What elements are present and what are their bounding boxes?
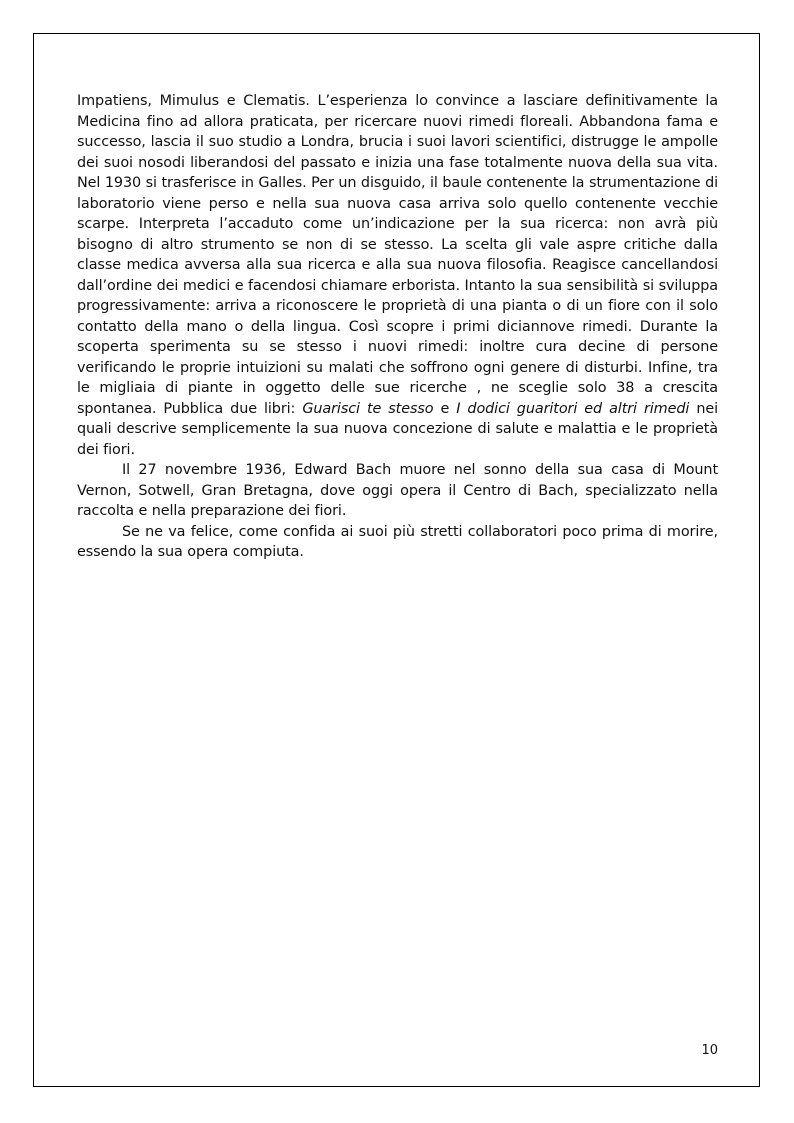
paragraph-2: Il 27 novembre 1936, Edward Bach muore nel sonno della sua casa di Mount Vernon, Sotwell, Gran Bretagna, dove oggi opera il Centro di Bach, specializzato nella raccolta e nella preparazione dei fiori. xyxy=(77,462,718,519)
book-title-guarisci-te-stesso: Guarisci te stesso xyxy=(302,400,434,417)
paragraph-1-text-c: nei quali descrive semplicemente la sua nuova concezione di salute e malattia e le proprietà dei fiori. xyxy=(77,400,718,458)
body-text xyxy=(77,91,718,563)
paragraph-1-text-b: e xyxy=(433,400,457,417)
paragraph-3: Se ne va felice, come confida ai suoi più stretti collaboratori poco prima di morire, essendo la sua opera compiuta. xyxy=(77,523,718,560)
paragraph-1 xyxy=(77,91,718,460)
page-number: 10 xyxy=(701,1043,718,1058)
book-title-i-dodici-guaritori: I dodici guaritori ed altri rimedi xyxy=(456,400,690,417)
paragraph-1-text-a: Impatiens, Mimulus e Clematis. L’esperienza lo convince a lasciare definitivamente la Medicina fino ad allora praticata, per ricercare nuovi rimedi floreali. Abbandona fama e successo, lascia il suo studio a Londra, brucia i suoi lavori scientifici, distrugge le ampolle dei suoi nosodi liberandosi del passato e inizia una fase totalmente nuova della sua vita. Nel 1930 si trasferisce in Galles. Per un disguido, il baule contenente la strumentazione di laboratorio viene perso e nella sua nuova casa arriva solo quello contenente vecchie scarpe. Interpreta l’accaduto come un’indicazione per la sua ricerca: non avrà più bisogno di altro strumento se non di se stesso. La scelta gli vale aspre critiche dalla classe medica avversa alla sua ricerca e alla sua nuova filosofia. Reagisce cancellandosi dall’ordine dei medici e facendosi chiamare erborista. Intanto la sua sensibilità si sviluppa progressivamente: arriva a riconoscere le proprietà di una pianta o di un fiore con il solo contatto della mano o della lingua. Così scopre i primi diciannove rimedi. Durante la scoperta sperimenta su se stesso i nuovi rimedi: inoltre cura decine di persone verificando le proprie intuizioni su malati che soffrono ogni genere di disturbi. Infine, tra le migliaia di piante in oggetto delle sue ricerche , ne sceglie solo 38 a crescita spontanea. Pubblica due libri: xyxy=(77,93,718,417)
